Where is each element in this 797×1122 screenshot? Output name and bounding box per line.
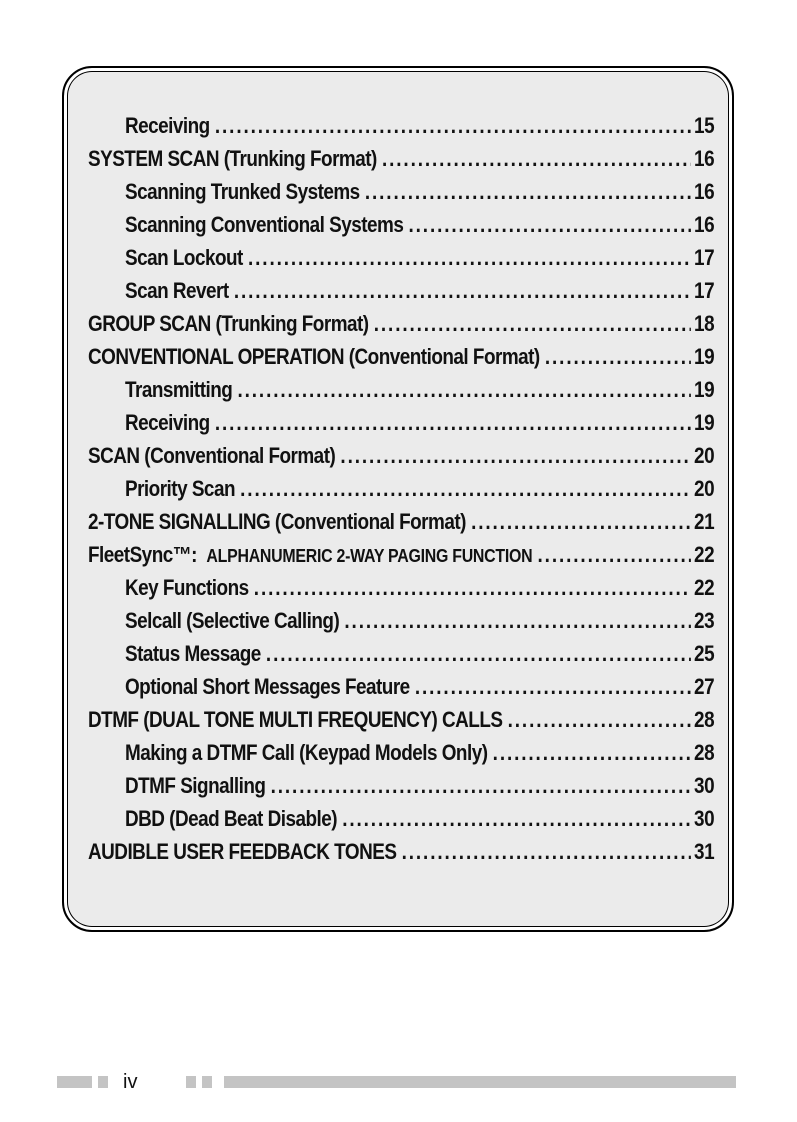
toc-entry-title: DBD (Dead Beat Disable) <box>124 806 338 831</box>
footer-bar-segment <box>98 1076 108 1088</box>
toc-entry-title: DTMF (DUAL TONE MULTI FREQUENCY) CALLS <box>88 707 503 732</box>
toc-entry-title <box>88 538 532 572</box>
toc-entry-page: 16 <box>694 212 715 237</box>
toc-entry-title: 2-TONE SIGNALLING (Conventional Format) <box>88 509 466 534</box>
toc-entry[interactable] <box>88 274 714 307</box>
toc-entry[interactable] <box>88 109 714 142</box>
toc-entry-page: 16 <box>694 179 715 204</box>
dot-leader <box>365 175 691 208</box>
fleetsync-subtitle: ALPHANUMERIC 2-WAY PAGING FUNCTION <box>206 545 533 566</box>
dot-leader <box>402 835 691 868</box>
toc-entry-page: 17 <box>694 245 715 270</box>
toc-entry-page: 22 <box>694 575 715 600</box>
toc-entry-title: Transmitting <box>124 377 233 402</box>
toc-entry-page: 30 <box>694 806 715 831</box>
toc-entry[interactable] <box>88 571 714 604</box>
dot-leader <box>545 340 691 373</box>
toc-entry-title: DTMF Signalling <box>124 773 266 798</box>
toc-entry-page: 17 <box>694 278 715 303</box>
toc-entry[interactable] <box>88 406 714 439</box>
toc-entry-page: 28 <box>694 740 715 765</box>
toc-entry[interactable] <box>88 175 714 208</box>
dot-leader <box>254 571 691 604</box>
dot-leader <box>237 373 690 406</box>
toc-entry[interactable] <box>88 505 714 538</box>
toc-entry-page: 18 <box>694 311 715 336</box>
toc-entry[interactable] <box>88 670 714 703</box>
dot-leader <box>382 142 691 175</box>
toc-entry[interactable] <box>88 604 714 637</box>
toc-entry[interactable] <box>88 538 714 571</box>
toc-entry-page: 16 <box>694 146 715 171</box>
dot-leader <box>215 109 691 142</box>
dot-leader <box>342 802 690 835</box>
dot-leader <box>234 274 691 307</box>
toc-entry-page: 21 <box>694 509 715 534</box>
toc-entry-page: 20 <box>694 443 715 468</box>
toc-entry-title: Priority Scan <box>124 476 235 501</box>
fleetsync-label: FleetSync™: <box>88 542 197 567</box>
toc-entry-page: 19 <box>694 377 715 402</box>
toc-entry-page: 19 <box>694 410 715 435</box>
toc-entry[interactable] <box>88 439 714 472</box>
toc-entry-title: Optional Short Messages Feature <box>124 674 410 699</box>
toc-entry-page: 31 <box>694 839 715 864</box>
toc-entry[interactable] <box>88 736 714 769</box>
dot-leader <box>508 703 691 736</box>
toc-entry[interactable] <box>88 241 714 274</box>
dot-leader <box>340 439 690 472</box>
toc-entry-page: 27 <box>694 674 715 699</box>
toc-entry[interactable] <box>88 340 714 373</box>
toc-entry-page: 23 <box>694 608 715 633</box>
page-number: iv <box>123 1071 138 1093</box>
toc-entry[interactable] <box>88 703 714 736</box>
toc-entry-title: Selcall (Selective Calling) <box>124 608 340 633</box>
toc-entry[interactable] <box>88 769 714 802</box>
toc-entry[interactable] <box>88 835 714 868</box>
toc-entry[interactable] <box>88 373 714 406</box>
toc-entry-page: 25 <box>694 641 715 666</box>
toc-entry[interactable] <box>88 637 714 670</box>
toc-entry-title: Scan Lockout <box>124 245 243 270</box>
dot-leader <box>240 472 690 505</box>
dot-leader <box>344 604 690 637</box>
toc-entry-title: CONVENTIONAL OPERATION (Conventional Format) <box>88 344 540 369</box>
toc-entry-page: 19 <box>694 344 715 369</box>
toc-entry-title: AUDIBLE USER FEEDBACK TONES <box>88 839 397 864</box>
dot-leader <box>493 736 691 769</box>
dot-leader <box>215 406 691 439</box>
toc-entry-page: 30 <box>694 773 715 798</box>
dot-leader <box>266 637 691 670</box>
toc-entry[interactable] <box>88 142 714 175</box>
toc-entry[interactable] <box>88 472 714 505</box>
toc-entry-title: Receiving <box>124 410 210 435</box>
toc-entry-title: GROUP SCAN (Trunking Format) <box>88 311 369 336</box>
toc-entry-title: SYSTEM SCAN (Trunking Format) <box>88 146 377 171</box>
toc-entry-title: Key Functions <box>124 575 249 600</box>
toc-entry-page: 28 <box>694 707 715 732</box>
footer-bar-segment <box>57 1076 92 1088</box>
toc-entry[interactable] <box>88 307 714 340</box>
footer-bar-segment <box>186 1076 196 1088</box>
toc-entry-page: 22 <box>694 542 715 567</box>
toc-entry-title: Status Message <box>124 641 261 666</box>
toc-entry-title: Scan Revert <box>124 278 229 303</box>
footer-bar-long <box>224 1076 736 1088</box>
toc-entry-page: 20 <box>694 476 715 501</box>
toc-entry-page: 15 <box>694 113 715 138</box>
footer-bar-segment <box>202 1076 212 1088</box>
toc-entry-title: Receiving <box>124 113 210 138</box>
toc-entry-title: Scanning Conventional Systems <box>124 212 404 237</box>
dot-leader <box>415 670 691 703</box>
dot-leader <box>538 538 691 571</box>
toc-entry-title: SCAN (Conventional Format) <box>88 443 336 468</box>
table-of-contents <box>88 109 714 868</box>
dot-leader <box>271 769 691 802</box>
toc-entry[interactable] <box>88 208 714 241</box>
toc-entry[interactable] <box>88 802 714 835</box>
dot-leader <box>471 505 691 538</box>
dot-leader <box>374 307 691 340</box>
dot-leader <box>248 241 691 274</box>
toc-entry-title: Making a DTMF Call (Keypad Models Only) <box>124 740 488 765</box>
toc-entry-title: Scanning Trunked Systems <box>124 179 360 204</box>
dot-leader <box>409 208 691 241</box>
